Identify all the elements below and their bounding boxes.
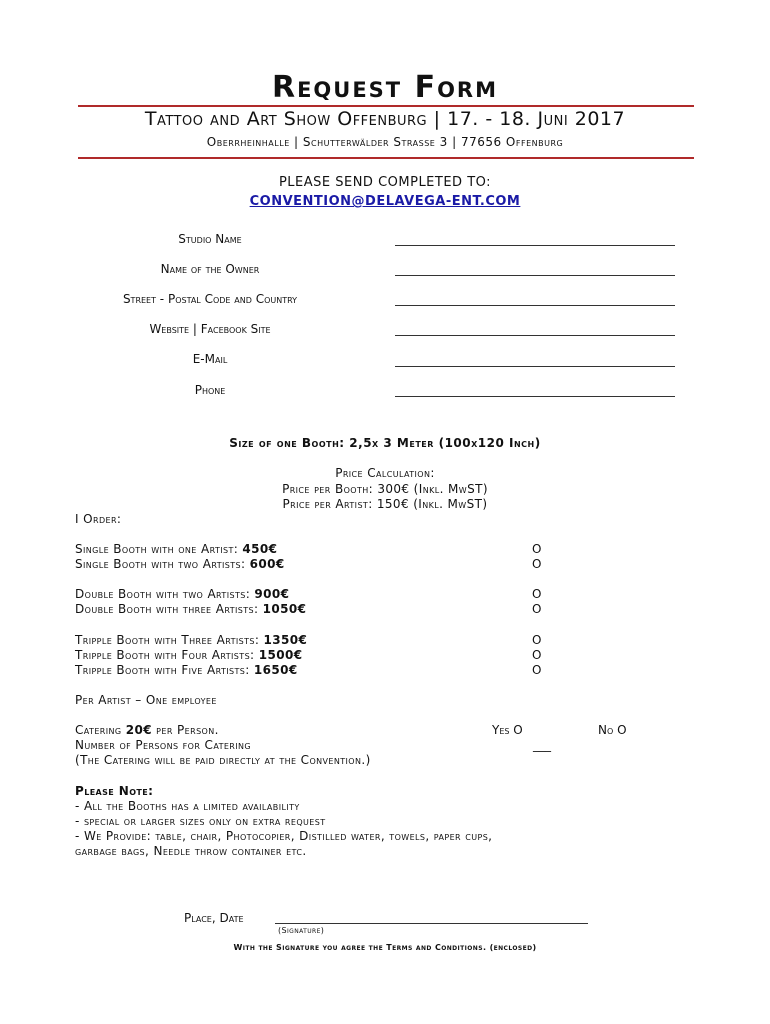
field-line-owner-name[interactable] <box>395 275 675 276</box>
option-label: Single Booth with two Artists: <box>75 557 250 571</box>
title-divider <box>78 105 694 107</box>
field-label-owner-name: Name of the Owner <box>160 262 260 276</box>
price-per-artist: Price per Artist: 150€ (Inkl. MwST) <box>282 497 488 511</box>
price-heading: Price Calculation: <box>335 466 435 480</box>
catering-no-option[interactable]: No O <box>598 723 627 737</box>
catering-price: 20€ <box>125 723 152 737</box>
option-tripple-four-artists <box>75 648 302 662</box>
order-label: I Order: <box>75 512 122 526</box>
catering-persons-label: Number of Persons for Catering <box>75 738 252 752</box>
header-divider <box>78 157 694 159</box>
contact-email-link[interactable]: CONVENTION@DELAVEGA-ENT.COM <box>249 194 521 209</box>
field-line-street[interactable] <box>395 305 675 306</box>
venue-address: Oberrheinhalle | Schutterwälder Strasse 3 | 77656 Offenburg <box>206 135 564 149</box>
option-label: Single Booth with one Artist: <box>75 542 243 556</box>
catering-label-post: per Person. <box>151 723 219 737</box>
option-price: 1650€ <box>253 663 298 677</box>
per-artist-note: Per Artist – One employee <box>75 693 217 707</box>
option-checkbox-tripple-four[interactable]: O <box>532 648 542 662</box>
catering-yes-option[interactable]: Yes O <box>492 723 523 737</box>
catering-persons-blank[interactable]: ___ <box>533 738 551 752</box>
option-double-two-artists <box>75 587 289 601</box>
option-single-one-artist <box>75 542 277 556</box>
event-subtitle: Tattoo and Art Show Offenburg | 17. - 18. Juni 2017 <box>144 108 626 130</box>
field-line-email[interactable] <box>395 366 675 367</box>
note-line: garbage bags, Needle throw container etc. <box>75 844 307 858</box>
terms-agreement: With the Signature you agree the Terms and Conditions. (enclosed) <box>233 943 537 952</box>
page-title: Request Form <box>271 70 498 105</box>
option-tripple-three-artists <box>75 633 307 647</box>
option-price: 1350€ <box>263 633 308 647</box>
send-instructions: PLEASE SEND COMPLETED TO: <box>278 175 492 190</box>
field-label-email: E-Mail <box>192 352 228 366</box>
signature-caption: (Signature) <box>278 926 325 935</box>
field-line-phone[interactable] <box>395 396 675 397</box>
option-checkbox-single-one[interactable]: O <box>532 542 542 556</box>
option-checkbox-tripple-five[interactable]: O <box>532 663 542 677</box>
option-price: 1500€ <box>258 648 303 662</box>
option-checkbox-double-three[interactable]: O <box>532 602 542 616</box>
option-price: 1050€ <box>262 602 307 616</box>
field-label-street: Street - Postal Code and Country <box>122 292 298 306</box>
option-checkbox-double-two[interactable]: O <box>532 587 542 601</box>
price-per-booth: Price per Booth: 300€ (Inkl. MwST) <box>282 482 488 496</box>
option-label: Tripple Booth with Five Artists: <box>75 663 254 677</box>
booth-size: Size of one Booth: 2,5x 3 Meter (100x120 Inch) <box>229 436 541 450</box>
option-price: 450€ <box>242 542 278 556</box>
option-price: 600€ <box>249 557 285 571</box>
option-single-two-artists <box>75 557 285 571</box>
field-label-website: Website | Facebook Site <box>149 322 271 336</box>
option-label: Tripple Booth with Three Artists: <box>75 633 264 647</box>
field-line-studio-name[interactable] <box>395 245 675 246</box>
field-line-website[interactable] <box>395 335 675 336</box>
place-date-label: Place, Date <box>184 911 244 925</box>
option-tripple-five-artists <box>75 663 298 677</box>
note-line: - We Provide: table, chair, Photocopier, Distilled water, towels, paper cups, <box>75 829 493 843</box>
note-line: - special or larger sizes only on extra request <box>75 814 326 828</box>
signature-line[interactable] <box>275 923 588 924</box>
catering-note: (The Catering will be paid directly at the Convention.) <box>75 753 371 767</box>
notes-heading: Please Note: <box>75 784 154 798</box>
option-checkbox-single-two[interactable]: O <box>532 557 542 571</box>
option-double-three-artists <box>75 602 306 616</box>
option-label: Double Booth with two Artists: <box>75 587 255 601</box>
note-line: - All the Booths has a limited availability <box>75 799 300 813</box>
catering-label-pre: Catering <box>75 723 126 737</box>
field-label-phone: Phone <box>194 383 226 397</box>
option-label: Tripple Booth with Four Artists: <box>75 648 259 662</box>
option-price: 900€ <box>254 587 290 601</box>
catering-label <box>75 723 219 737</box>
option-label: Double Booth with three Artists: <box>75 602 263 616</box>
option-checkbox-tripple-three[interactable]: O <box>532 633 542 647</box>
field-label-studio-name: Studio Name <box>178 232 242 246</box>
